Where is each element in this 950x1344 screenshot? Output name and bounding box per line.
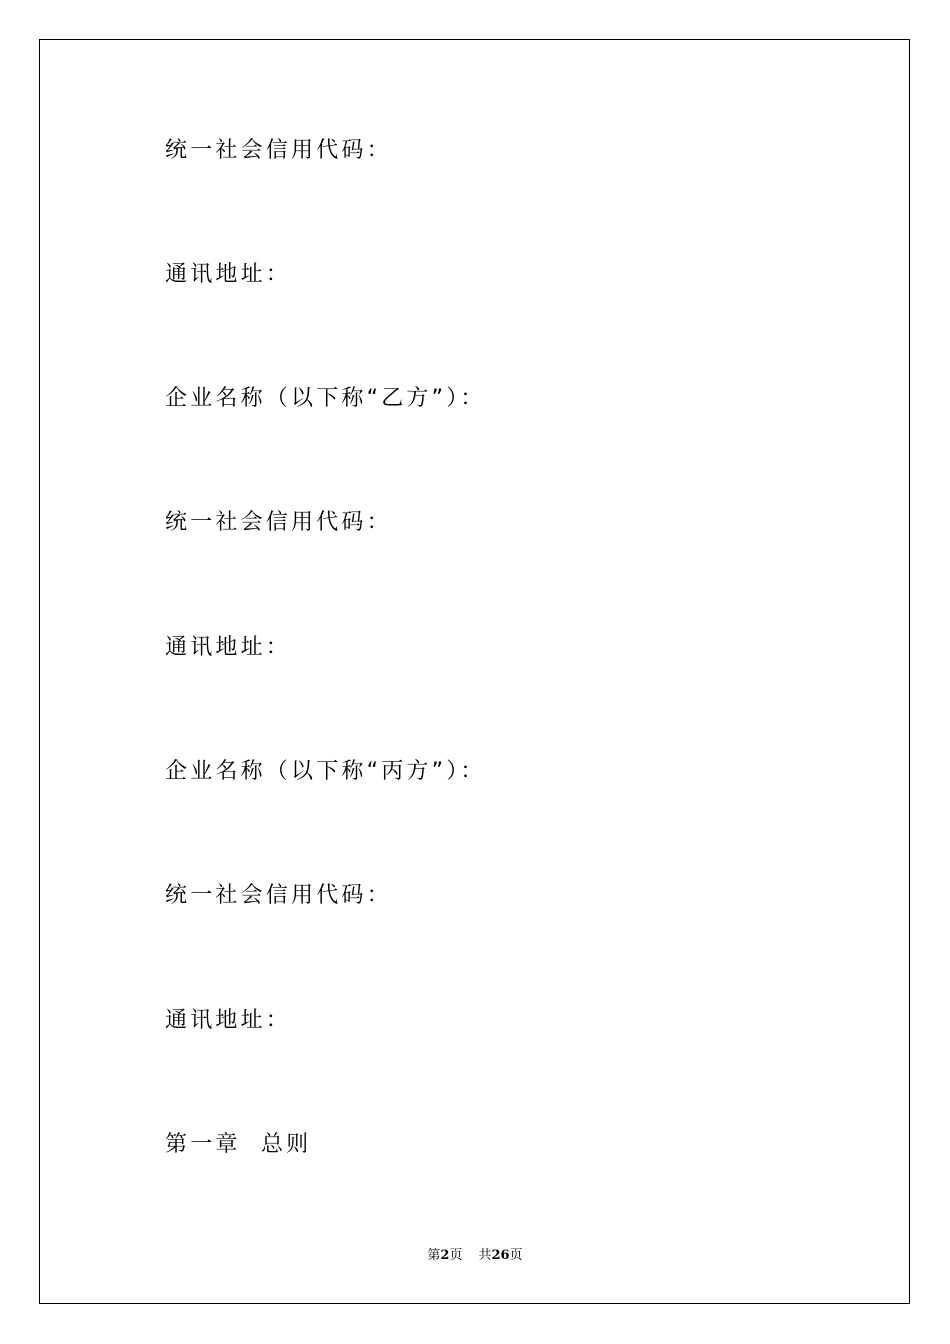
footer-page-word: 页	[449, 1248, 463, 1263]
footer-total-prefix: 共	[478, 1248, 492, 1263]
credit-code-label: 统一社会信用代码：	[165, 510, 392, 535]
party-c-name-label: 企业名称（以下称“丙方”）：	[165, 759, 486, 784]
address-label: 通讯地址：	[165, 262, 292, 287]
credit-code-label: 统一社会信用代码：	[165, 883, 392, 908]
address-label: 通讯地址：	[165, 1008, 292, 1033]
page-frame	[39, 39, 910, 1304]
party-b-name-label: 企业名称（以下称“乙方”）：	[165, 386, 486, 411]
current-page-number: 2	[440, 1248, 450, 1263]
footer-total-suffix: 页	[509, 1248, 523, 1263]
chapter-heading: 第一章 总则	[165, 1132, 312, 1157]
total-pages-number: 26	[491, 1248, 510, 1263]
footer-prefix: 第	[427, 1248, 441, 1263]
address-label: 通讯地址：	[165, 635, 292, 660]
credit-code-label: 统一社会信用代码：	[165, 138, 392, 163]
page-footer	[0, 1248, 950, 1264]
